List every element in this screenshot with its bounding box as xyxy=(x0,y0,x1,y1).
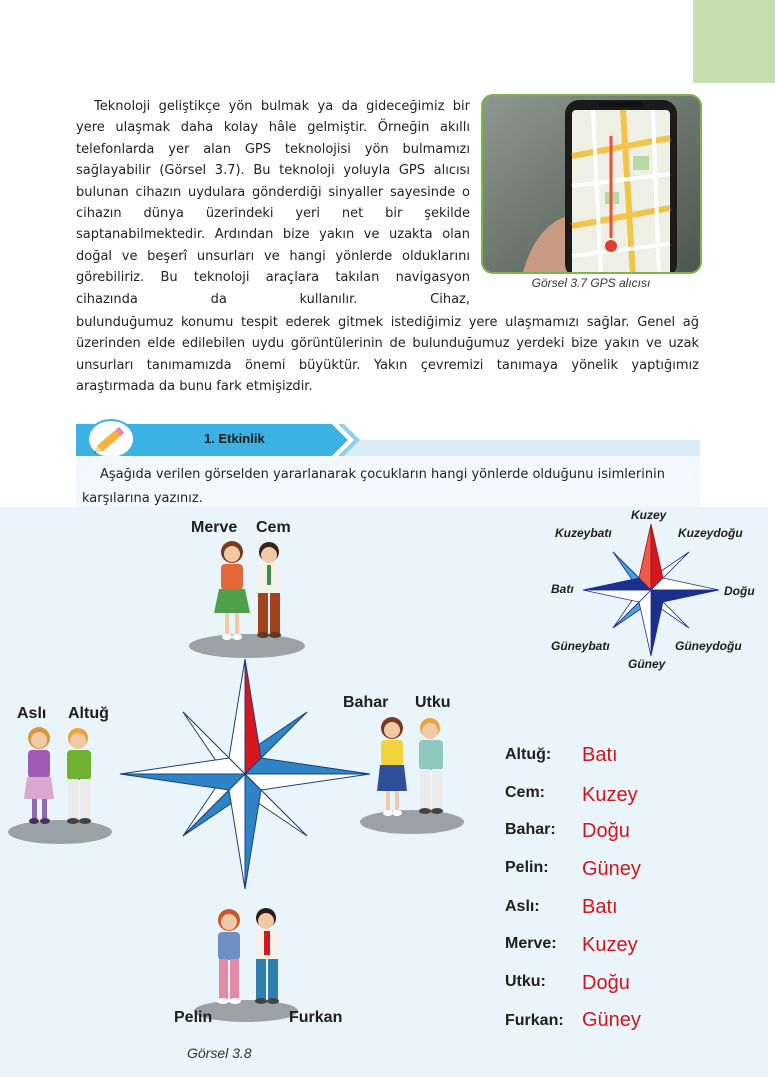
child-name-merve: Merve xyxy=(191,519,238,536)
compass-label-east: Doğu xyxy=(724,584,755,598)
compass-label-southeast: Güneydoğu xyxy=(675,639,742,653)
child-name-pelin: Pelin xyxy=(174,1009,213,1026)
chapter-corner-tab xyxy=(693,0,775,83)
compass-label-west: Batı xyxy=(551,582,574,596)
answer-name: Pelin: xyxy=(505,859,549,876)
pencil-icon xyxy=(86,418,136,460)
child-name-utku: Utku xyxy=(415,694,451,711)
answer-name: Aslı: xyxy=(505,898,540,915)
kids-south-illustration xyxy=(194,908,298,1022)
activity-title: 1. Etkinlik xyxy=(204,431,265,446)
continuation-paragraph: bulunduğumuz konumu tespit ederek gitmek istediğimiz yere ulaşmamızı sağlar. Genel ağ üzerinden elde edilebilen uydu görüntülerinin de bulunduğumuz yerdeki bize yakın ve uzak unsurları tanımamızda önemi büyüktür. Yakın çevremizi tanımaya yönelik yaptığımız araştırmada da bunu fark etmişizdir. xyxy=(76,315,699,395)
child-name-bahar: Bahar xyxy=(343,694,389,711)
compass-label-southwest: Güneybatı xyxy=(551,639,610,653)
answer-direction: Kuzey xyxy=(582,934,638,956)
answer-name: Cem: xyxy=(505,784,546,801)
big-compass-rose xyxy=(120,659,370,889)
answer-direction: Doğu xyxy=(582,820,630,842)
child-name-asli: Aslı xyxy=(17,705,47,722)
activity-instruction: Aşağıda verilen görselden yararlanarak çocukların hangi yönlerde olduğunu isimlerinin karşılarına yazınız. xyxy=(82,467,665,506)
answer-direction: Güney xyxy=(582,858,641,880)
answer-name: Merve: xyxy=(505,935,557,952)
answer-direction: Doğu xyxy=(582,972,630,994)
compass-label-north: Kuzey xyxy=(631,508,667,522)
compass-label-northeast: Kuzeydoğu xyxy=(678,526,743,540)
small-compass-rose xyxy=(583,524,719,656)
answer-name: Altuğ: xyxy=(505,746,552,763)
kids-north-illustration xyxy=(189,541,305,658)
answer-direction: Güney xyxy=(582,1009,641,1031)
child-name-cem: Cem xyxy=(256,519,291,536)
compass-label-south: Güney xyxy=(628,657,666,671)
kids-east-illustration xyxy=(360,717,464,834)
answer-name: Furkan: xyxy=(505,1012,564,1029)
gps-phone-photo xyxy=(481,94,702,274)
child-name-furkan: Furkan xyxy=(289,1009,343,1026)
compass-label-northwest: Kuzeybatı xyxy=(555,526,612,540)
photo-caption: Görsel 3.7 GPS alıcısı xyxy=(531,276,651,290)
answer-direction: Batı xyxy=(582,896,618,918)
activity-header-bar xyxy=(76,424,700,456)
answer-direction: Kuzey xyxy=(582,784,638,806)
figure-caption: Görsel 3.8 xyxy=(187,1045,252,1061)
kids-west-illustration xyxy=(8,727,112,844)
intro-paragraph: Teknoloji geliştikçe yön bulmak ya da gideceğimiz bir yere ulaşmak daha kolay hâle gelmiştir. Örneğin akıllı telefonlarda yer alan GPS teknolojisi yön bulmamızı sağlayabilir (Görsel 3.7). Bu teknoloji yoluyla GPS alıcısı bulunan cihazın uydulara gönderdiği sinyaller sayesinde o cihazın dünya üzerindeki yeri net bir şekilde saptanabilmektedir. Ardından bize yakın ve uzakta olan doğal ve beşerî unsurları ve hangi yönlerde olduklarını görebiliriz. Bu teknoloji araçlara takılan navigasyon cihazında da kullanılır. Cihaz, xyxy=(76,99,470,307)
child-name-altug: Altuğ xyxy=(68,705,109,722)
answer-direction: Batı xyxy=(582,744,618,766)
answer-name: Utku: xyxy=(505,973,546,990)
activity-figure xyxy=(0,507,768,1077)
answer-name: Bahar: xyxy=(505,821,556,838)
